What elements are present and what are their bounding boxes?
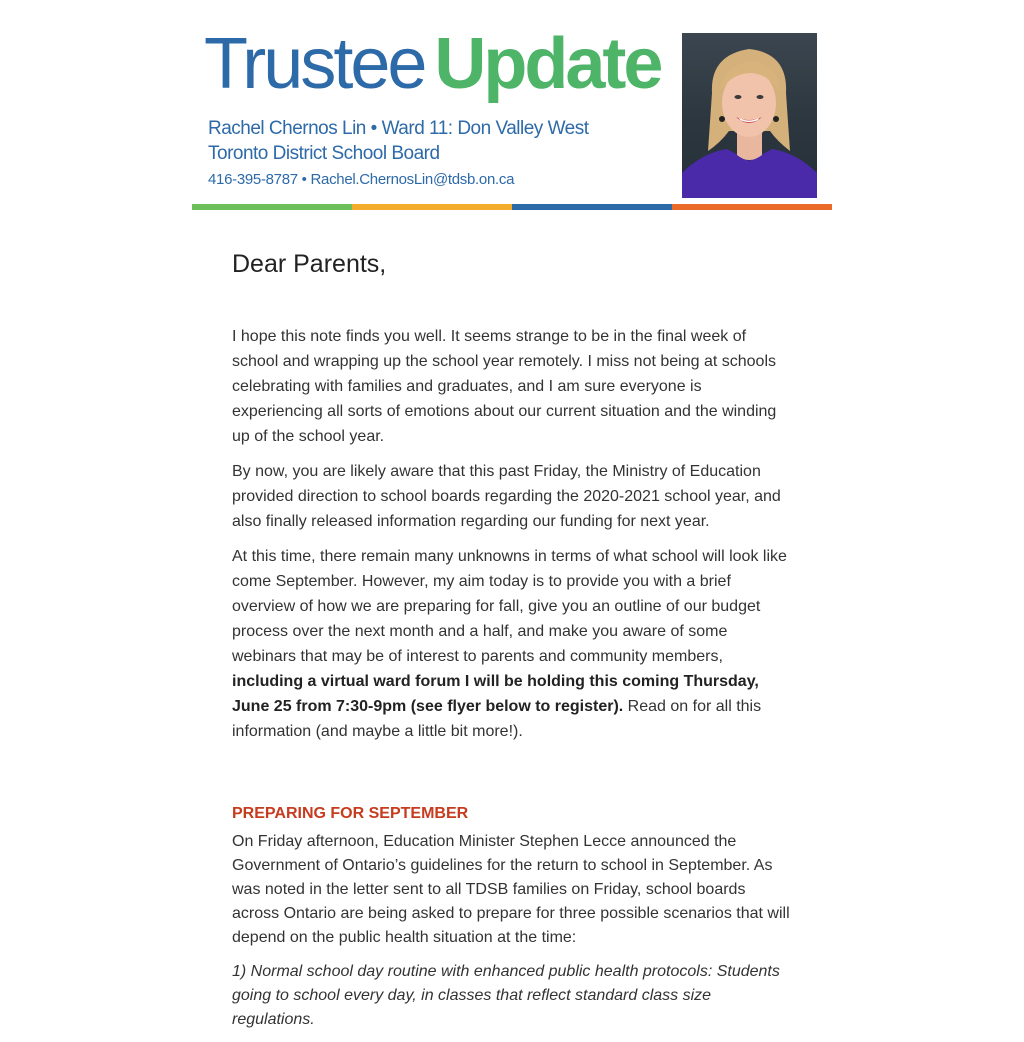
title-trustee: Trustee [204, 24, 425, 104]
header-color-bar [192, 204, 832, 210]
overview-text-end: Read on for all this information (and maybe a little bit more!). [232, 698, 762, 740]
color-bar-yellow [352, 204, 512, 210]
trustee-portrait-photo [682, 33, 817, 198]
letter-body [232, 246, 794, 1042]
scenario-1: 1) Normal school day routine with enhanced public health protocols: Students going to school every day, in classes that reflect standard class size regulations. [232, 963, 780, 1028]
section-heading-preparing-september: PREPARING FOR SEPTEMBER [232, 805, 469, 822]
color-bar-orange [672, 204, 832, 210]
trustee-name-ward: Rachel Chernos Lin • Ward 11: Don Valley West [208, 118, 589, 139]
color-bar-blue [512, 204, 672, 210]
paragraph-overview [232, 544, 794, 744]
color-bar-green [192, 204, 352, 210]
newsletter [192, 0, 832, 1028]
ward-forum-highlight: including a virtual ward forum I will be holding this coming Thursday, June 25 from 7:30-9pm (see flyer below to register). [232, 673, 759, 715]
contact-info: 416-395-8787 • Rachel.ChernosLin@tdsb.on.ca [208, 171, 515, 188]
paragraph-intro: I hope this note finds you well. It seems strange to be in the final week of school and wrapping up the school year remotely. I miss not being at schools celebrating with families and graduates, and I am sure everyone is experiencing all sorts of emotions about our current situation and the winding up of the school year. [232, 328, 777, 445]
paragraph-minister-announcement: On Friday afternoon, Education Minister Stephen Lecce announced the Government of Ontario’s guidelines for the return to school in September. As was noted in the letter sent to all TDSB families on Friday, school boards across Ontario are being asked to prepare for three possible scenarios that will depend on the public health situation at the time: [232, 833, 790, 946]
newsletter-title [204, 24, 661, 104]
paragraph-ministry-direction: By now, you are likely aware that this past Friday, the Ministry of Education provided direction to school boards regarding the 2020-2021 school year, and also finally released information regarding our funding for next year. [232, 463, 781, 530]
newsletter-header [192, 0, 832, 212]
greeting: Dear Parents, [232, 250, 387, 278]
overview-text-start: At this time, there remain many unknowns in terms of what school will look like come September. However, my aim today is to provide you with a brief overview of how we are preparing for fall, give you an outline of our budget process over the next month and a half, and make you aware of some webinars that may be of interest to parents and community members, [232, 548, 787, 665]
title-update: Update [434, 24, 661, 104]
school-board-name: Toronto District School Board [208, 143, 440, 164]
